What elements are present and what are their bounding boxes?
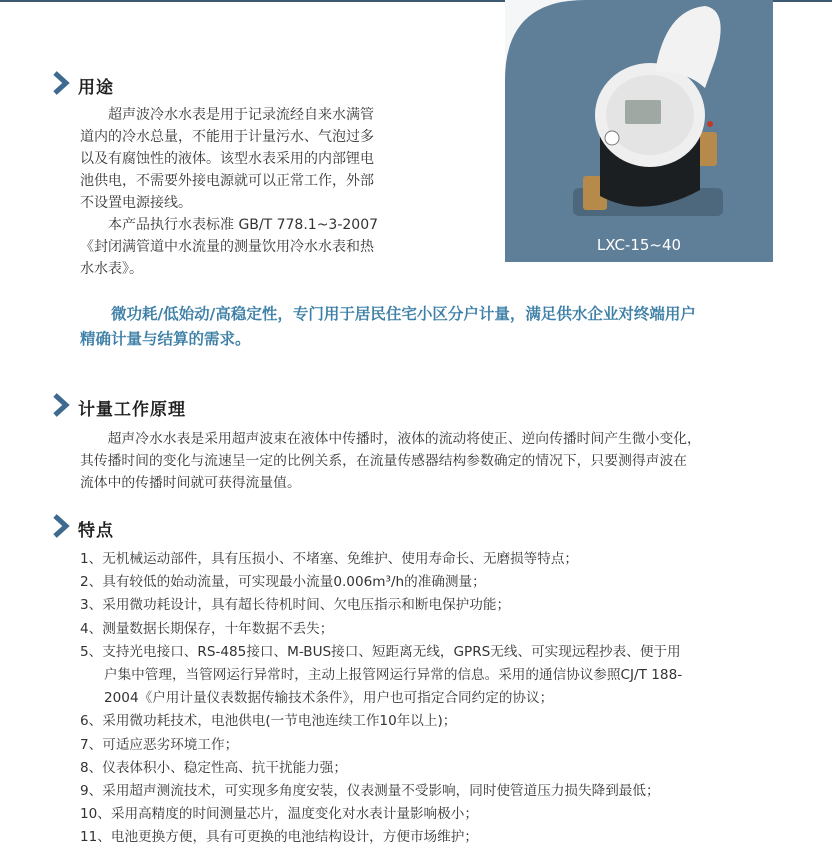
feature-item-continuation: 户集中管理，当管网运行异常时，主动上报管网运行异常的信息。采用的通信协议参照CJ/T 188- [104, 667, 683, 684]
highlight-line: 微功耗/低始动/高稳定性，专门用于居民住宅小区分户计量，满足供水企业对终端用户 [111, 305, 696, 323]
text-line: 以及有腐蚀性的液体。该型水表采用的内部锂电 [80, 151, 374, 167]
text-line: 超声波冷水水表是用于记录流经自来水满管 [108, 107, 374, 123]
chevron-right-icon [50, 70, 72, 96]
highlight-statement [80, 302, 780, 352]
feature-item: 6、采用微功耗技术，电池供电(一节电池连续工作10年以上)； [80, 713, 457, 730]
chevron-right-icon [50, 392, 72, 418]
lcd-screen [625, 100, 661, 124]
certification-mark [605, 131, 619, 145]
feature-item: 11、电池更换方便，具有可更换的电池结构设计，方便市场维护； [80, 829, 478, 846]
feature-item: 3、采用微功耗设计，具有超长待机时间、欠电压指示和断电保护功能； [80, 597, 511, 614]
product-model-caption: LXC-15~40 [596, 236, 682, 254]
text-line: 不设置电源接线。 [80, 195, 192, 211]
feature-item: 10、采用高精度的时间测量芯片，温度变化对水表计量影响极小； [80, 806, 478, 823]
text-line: 其传播时间的变化与流速呈一定的比例关系，在流量传感器结构参数确定的情况下，只要测得声波在 [80, 453, 688, 469]
chevron-right-icon [50, 513, 72, 539]
principle-paragraph [80, 428, 800, 494]
feature-item: 9、采用超声测流技术，可实现多角度安装，仪表测量不受影响，同时使管道压力损失降到最低； [80, 783, 660, 800]
feature-item: 5、支持光电接口、RS-485接口、M-BUS接口、短距离无线，GPRS无线、可实现远程抄表、便于用 [80, 643, 681, 660]
purpose-paragraph [80, 104, 490, 280]
section-title-purpose: 用途 [78, 78, 114, 98]
text-line: 本产品执行水表标准 GB/T 778.1~3-2007 [108, 217, 379, 233]
feature-item: 7、可适应恶劣环境工作； [80, 736, 239, 753]
feature-item: 2、具有较低的始动流量，可实现最小流量0.006m³/h的准确测量； [80, 574, 486, 591]
text-line: 道内的冷水总量，不能用于计量污水、气泡过多 [80, 129, 374, 145]
text-line: 水水表》。 [80, 261, 143, 277]
feature-item: 1、无机械运动部件，具有压损小、不堵塞、免维护、使用寿命长、无磨损等特点； [80, 551, 579, 567]
feature-item: 4、测量数据长期保存，十年数据不丢失； [80, 620, 334, 637]
product-photo-panel [505, 0, 773, 262]
section-title-principle: 计量工作原理 [78, 400, 186, 420]
feature-item-continuation: 2004《户用计量仪表数据传输技术条件》，用户也可指定合同约定的协议； [104, 690, 554, 707]
water-meter-image [505, 0, 773, 262]
indicator-dot [707, 121, 713, 127]
features-list [80, 548, 780, 850]
feature-item: 8、仪表体积小、稳定性高、抗干扰能力强； [80, 759, 347, 776]
text-line: 超声冷水水表是采用超声波束在液体中传播时，液体的流动将使正、逆向传播时间产生微小变化， [107, 431, 701, 447]
section-title-features: 特点 [78, 521, 114, 541]
text-line: 池供电，不需要外接电源就可以正常工作，外部 [80, 173, 374, 189]
text-line: 《封闭满管道中水流量的测量饮用冷水水表和热 [80, 239, 374, 255]
text-line: 流体中的传播时间就可获得流量值。 [80, 475, 301, 491]
highlight-line: 精确计量与结算的需求。 [80, 330, 251, 348]
